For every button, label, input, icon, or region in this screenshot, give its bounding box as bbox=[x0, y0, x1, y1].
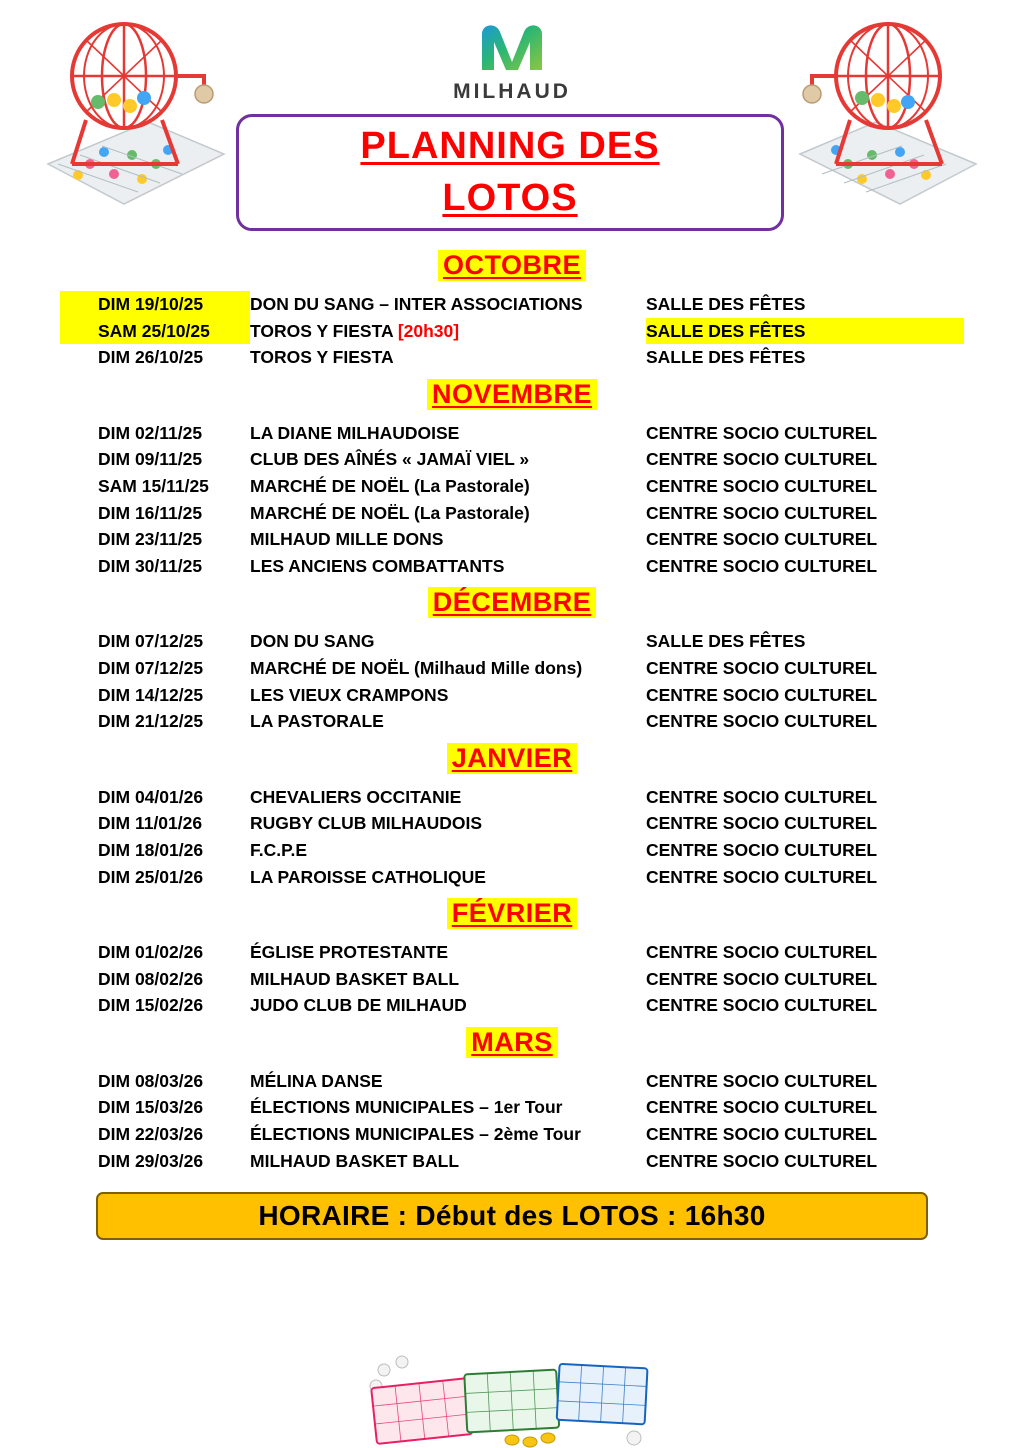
row-date: DIM 08/02/26 bbox=[98, 968, 204, 989]
row-event: DON DU SANG bbox=[250, 631, 375, 652]
month-heading-label: FÉVRIER bbox=[447, 898, 578, 929]
month-heading bbox=[60, 250, 964, 281]
row-event: LA PAROISSE CATHOLIQUE bbox=[250, 866, 486, 887]
row-date: DIM 30/11/25 bbox=[98, 555, 203, 576]
milhaud-m-logo bbox=[470, 18, 554, 78]
row-date: DIM 15/03/26 bbox=[98, 1097, 204, 1118]
table-row bbox=[60, 1148, 964, 1175]
row-place: SALLE DES FÊTES bbox=[646, 631, 806, 652]
row-date: DIM 15/02/26 bbox=[98, 995, 204, 1016]
row-event-label: TOROS Y FIESTA bbox=[250, 347, 394, 368]
row-place: CENTRE SOCIO CULTUREL bbox=[646, 995, 878, 1016]
row-place: CENTRE SOCIO CULTUREL bbox=[646, 711, 878, 732]
page-title-line-2: LOTOS bbox=[442, 176, 578, 219]
table-row bbox=[60, 810, 964, 837]
row-place: CENTRE SOCIO CULTUREL bbox=[646, 657, 878, 678]
month-heading bbox=[60, 743, 964, 774]
row-event: CHEVALIERS OCCITANIE bbox=[250, 786, 462, 807]
row-place: CENTRE SOCIO CULTUREL bbox=[646, 529, 878, 550]
bingo-cage-icon bbox=[28, 14, 228, 214]
row-place: CENTRE SOCIO CULTUREL bbox=[646, 1070, 878, 1091]
row-event: MÉLINA DANSE bbox=[250, 1070, 383, 1091]
table-row bbox=[60, 318, 964, 345]
row-date: DIM 26/10/25 bbox=[98, 347, 204, 368]
row-place: CENTRE SOCIO CULTUREL bbox=[646, 475, 878, 496]
row-place: SALLE DES FÊTES bbox=[646, 347, 806, 368]
table-row bbox=[60, 708, 964, 735]
table-row bbox=[60, 628, 964, 655]
month-heading bbox=[60, 587, 964, 618]
month-heading bbox=[60, 1027, 964, 1058]
table-row bbox=[60, 473, 964, 500]
table-row bbox=[60, 291, 964, 318]
table-row bbox=[60, 939, 964, 966]
month-block-mars bbox=[60, 1027, 964, 1174]
table-row bbox=[60, 344, 964, 371]
table-row bbox=[60, 864, 964, 891]
row-place: CENTRE SOCIO CULTUREL bbox=[646, 555, 878, 576]
month-heading bbox=[60, 379, 964, 410]
row-event: LA PASTORALE bbox=[250, 711, 384, 732]
row-place: CENTRE SOCIO CULTUREL bbox=[646, 1097, 878, 1118]
table-row bbox=[60, 1068, 964, 1095]
month-block-janvier bbox=[60, 743, 964, 890]
row-place: CENTRE SOCIO CULTUREL bbox=[646, 449, 878, 470]
logo-text: MILHAUD bbox=[453, 80, 571, 103]
table-row bbox=[60, 553, 964, 580]
row-event: MILHAUD BASKET BALL bbox=[250, 968, 460, 989]
month-heading-label: DÉCEMBRE bbox=[428, 587, 597, 618]
row-event: ÉLECTIONS MUNICIPALES – 1er Tour bbox=[250, 1097, 563, 1118]
row-place: SALLE DES FÊTES bbox=[646, 294, 806, 314]
table-row bbox=[60, 966, 964, 993]
lotos-schedule bbox=[0, 250, 1024, 1174]
row-event bbox=[250, 344, 646, 371]
month-block-octobre bbox=[60, 250, 964, 371]
table-row bbox=[60, 655, 964, 682]
row-event: MARCHÉ DE NOËL (La Pastorale) bbox=[250, 475, 530, 496]
row-date: DIM 29/03/26 bbox=[98, 1150, 204, 1171]
row-date: SAM 15/11/25 bbox=[98, 475, 209, 496]
month-heading bbox=[60, 898, 964, 929]
row-event: JUDO CLUB DE MILHAUD bbox=[250, 995, 467, 1016]
row-event bbox=[250, 291, 646, 318]
month-block-fevrier bbox=[60, 898, 964, 1019]
table-row bbox=[60, 784, 964, 811]
row-event: CLUB DES AÎNÉS « JAMAÏ VIEL » bbox=[250, 449, 530, 470]
table-row bbox=[60, 837, 964, 864]
row-event: ÉGLISE PROTESTANTE bbox=[250, 942, 449, 963]
row-date: DIM 18/01/26 bbox=[98, 839, 204, 860]
row-event: LA DIANE MILHAUDOISE bbox=[250, 422, 460, 443]
row-place: CENTRE SOCIO CULTUREL bbox=[646, 813, 878, 834]
row-event: MILHAUD BASKET BALL bbox=[250, 1150, 460, 1171]
row-event: LES ANCIENS COMBATTANTS bbox=[250, 555, 505, 576]
row-place: SALLE DES FÊTES bbox=[646, 318, 964, 345]
row-date: DIM 02/11/25 bbox=[98, 422, 203, 443]
row-date: DIM 11/01/26 bbox=[98, 813, 203, 834]
horaire-text: HORAIRE : Début des LOTOS : 16h30 bbox=[258, 1200, 766, 1232]
row-event-label: DON DU SANG – INTER ASSOCIATIONS bbox=[250, 294, 583, 314]
month-heading-label: OCTOBRE bbox=[438, 250, 586, 281]
month-block-decembre bbox=[60, 587, 964, 734]
row-event: ÉLECTIONS MUNICIPALES – 2ème Tour bbox=[250, 1124, 581, 1145]
row-event: MARCHÉ DE NOËL (La Pastorale) bbox=[250, 502, 530, 523]
month-block-novembre bbox=[60, 379, 964, 580]
row-place: CENTRE SOCIO CULTUREL bbox=[646, 684, 878, 705]
row-place: CENTRE SOCIO CULTUREL bbox=[646, 786, 878, 807]
table-row bbox=[60, 420, 964, 447]
row-date: DIM 23/11/25 bbox=[98, 529, 203, 550]
month-heading-label: MARS bbox=[466, 1027, 558, 1058]
page-header bbox=[0, 0, 1024, 250]
page-title-line-1: PLANNING DES bbox=[360, 125, 660, 168]
month-heading-label: JANVIER bbox=[447, 743, 578, 774]
table-row bbox=[60, 500, 964, 527]
table-row bbox=[60, 682, 964, 709]
row-date: DIM 19/10/25 bbox=[60, 291, 250, 318]
row-event: F.C.P.E bbox=[250, 839, 308, 860]
table-row bbox=[60, 992, 964, 1019]
row-date: DIM 14/12/25 bbox=[98, 684, 204, 705]
row-date: DIM 07/12/25 bbox=[98, 631, 204, 652]
row-event: MILHAUD MILLE DONS bbox=[250, 529, 444, 550]
row-date: DIM 16/11/25 bbox=[98, 502, 203, 523]
horaire-banner bbox=[96, 1192, 928, 1240]
table-row bbox=[60, 1094, 964, 1121]
row-place: CENTRE SOCIO CULTUREL bbox=[646, 422, 878, 443]
row-event: RUGBY CLUB MILHAUDOIS bbox=[250, 813, 483, 834]
table-row bbox=[60, 446, 964, 473]
row-place: CENTRE SOCIO CULTUREL bbox=[646, 839, 878, 860]
row-event-label: TOROS Y FIESTA bbox=[250, 320, 393, 341]
table-row bbox=[60, 526, 964, 553]
row-date: DIM 08/03/26 bbox=[98, 1070, 204, 1091]
page-title bbox=[236, 114, 784, 231]
row-place: CENTRE SOCIO CULTUREL bbox=[646, 968, 878, 989]
row-place: CENTRE SOCIO CULTUREL bbox=[646, 942, 878, 963]
row-place: CENTRE SOCIO CULTUREL bbox=[646, 1150, 878, 1171]
month-heading-label: NOVEMBRE bbox=[427, 379, 597, 410]
row-place: CENTRE SOCIO CULTUREL bbox=[646, 1124, 878, 1145]
row-place: CENTRE SOCIO CULTUREL bbox=[646, 866, 878, 887]
row-event: LES VIEUX CRAMPONS bbox=[250, 684, 449, 705]
table-row bbox=[60, 1121, 964, 1148]
row-date: DIM 25/01/26 bbox=[98, 866, 204, 887]
row-date: SAM 25/10/25 bbox=[60, 318, 250, 345]
row-date: DIM 07/12/25 bbox=[98, 657, 204, 678]
row-date: DIM 09/11/25 bbox=[98, 449, 203, 470]
bingo-cards-icon bbox=[362, 1352, 662, 1448]
row-event: MARCHÉ DE NOËL (Milhaud Mille dons) bbox=[250, 657, 583, 678]
row-date: DIM 21/12/25 bbox=[98, 711, 204, 732]
row-date: DIM 22/03/26 bbox=[98, 1124, 204, 1145]
logo bbox=[382, 18, 642, 104]
row-event bbox=[250, 318, 646, 345]
row-place: CENTRE SOCIO CULTUREL bbox=[646, 502, 878, 523]
row-date: DIM 04/01/26 bbox=[98, 786, 204, 807]
row-date: DIM 01/02/26 bbox=[98, 942, 204, 963]
row-time: [20h30] bbox=[397, 320, 460, 341]
bingo-cage-icon bbox=[796, 14, 996, 214]
